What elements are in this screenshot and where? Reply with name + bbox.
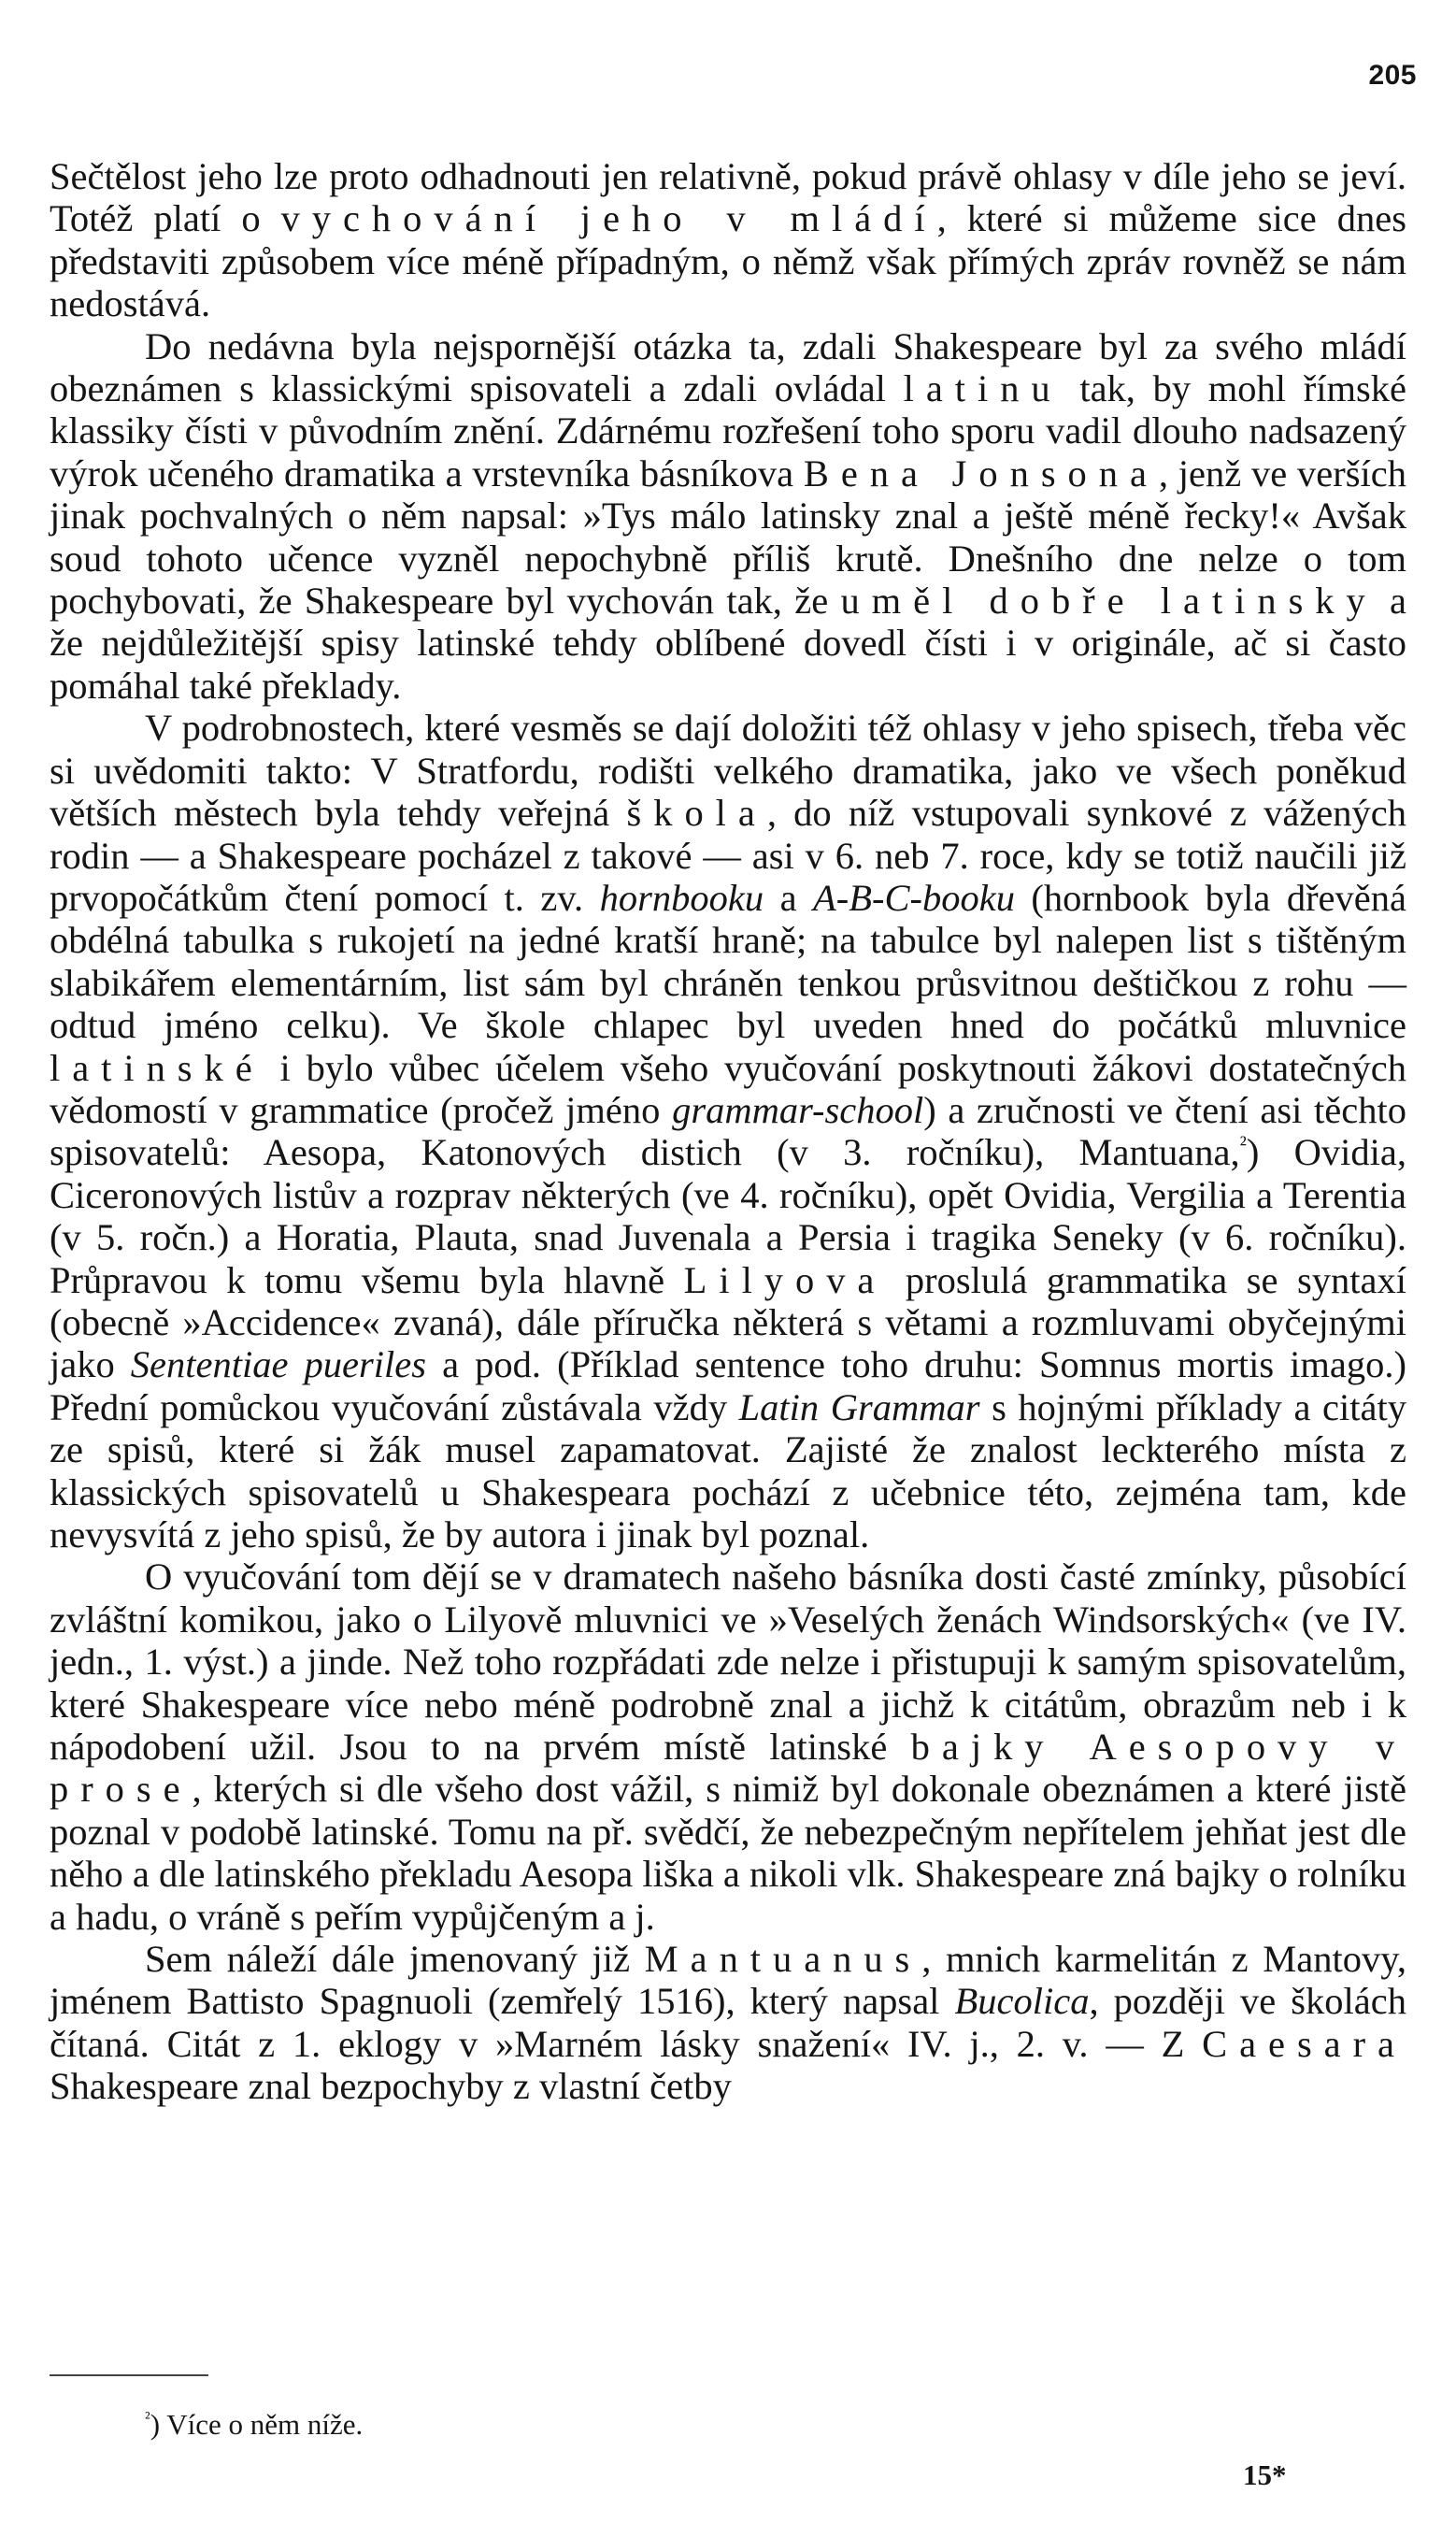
text-run: O vyučování tom dějí se v dramatech našeho básníka dosti časté zmínky, působící zvláštní komikou, jako o Lilyově mluvnici ve »Veselých ženách Windsorských« (ve IV. jedn., 1. výst.) a jinde. Než toho rozpřádati zde nelze i přistupuji k samým spisovatelům, které Shakespeare více nebo méně podrobně znal a jichž k citátům, obrazům neb i k nápodobení užil. Jsou to na prvém místě latinské <box>50 1555 1406 1769</box>
italic-title: grammar-school <box>672 1088 924 1131</box>
text-run: s hojnými příklady a citáty ze spisů, které si žák musel zapamatovat. Zajisté že znalost leckterého místa z klassických spisovatelů u Shakespeara pochází z učebnice této, zejména tam, kde nevysvítá z jeho spisů, že by autora i jinak byl poznal. <box>50 1385 1406 1555</box>
italic-title: A-B-C-booku <box>813 876 1015 919</box>
italic-title: Latin Grammar <box>738 1385 980 1428</box>
text-run: V podrobnostech, které vesměs se dají doložiti též ohlasy v jeho spisech, třeba věc si uvědomiti takto: V Stratfordu, rodišti velkého dramatika, jako ve všech poněkud větších městech byla tehdy veřejná <box>50 707 1406 835</box>
italic-title: hornbooku <box>599 876 764 919</box>
paragraph <box>50 1938 1406 2108</box>
text-run: Shakespeare znal bezpochyby z vlastní četby <box>50 2065 732 2108</box>
spaced-emphasis: Mantuanus <box>644 1938 922 1981</box>
footnote-divider <box>50 2374 208 2376</box>
paragraph <box>50 1555 1406 1938</box>
spaced-emphasis: latinské <box>50 1046 264 1089</box>
text-run: (hornbook byla dřevěná obdélná tabulka s rukojetí na jedné kratší hraně; na tabulce byl nalepen list s tištěným slabikářem elementárním, list sám byl chráněn tenkou průsvitnou deštičkou z rohu — odtud jméno celku). Ve škole chlapec byl uveden hned do počátků mluvnice <box>50 876 1406 1047</box>
text-run: ) a zručnosti ve čtení asi těchto spisovatelů: Aesopa, Katonových distich (v 3. ročníku), Mantuana, <box>50 1088 1406 1174</box>
spaced-emphasis: latinu <box>903 367 1063 410</box>
text-run: , jenž ve verších jinak pochvalných o něm napsal: »Tys málo latinsky znal a ještě méně řecky!« Avšak soud tohoto učence vyzněl nepochybně příliš krutě. Dnešního dne nelze o tom pochybovati, že Shakespeare byl vychován tak, že <box>50 452 1406 623</box>
page-number: 205 <box>1368 60 1417 91</box>
text-run: , kterých si dle všeho dost vážil, s nimiž byl dokonale obeznámen a které jistě poznal v podobě latinské. Tomu na př. svědčí, že nebezpečným nepřítelem jehňat jest dle něho a dle latinského překladu Aesopa liška a nikoli vlk. Shakespeare zná bajky o rolníku a hadu, o vráně s peřím vypůjčeným a j. <box>50 1768 1406 1938</box>
text-run: a pod. (Příklad sentence toho druhu: Somnus mortis imago.) Přední pomůckou vyučování zůstávala vždy <box>50 1343 1406 1428</box>
italic-title: Bucolica <box>954 1980 1090 2023</box>
footnote <box>145 2408 363 2442</box>
printer-signature: 15* <box>1243 2458 1287 2491</box>
text-run: ) Ovidia, Ciceronových listův a rozprav některých (ve 4. ročníku), opět Ovidia, Vergilia a Terentia (v 5. ročn.) a Horatia, Plauta, snad Juvenala a Persia i tragika Seneky (v 6. ročníku). Průpravou k tomu všemu byla hlavně <box>50 1131 1406 1301</box>
paragraph <box>50 707 1406 1555</box>
text-run: , mnich karmelitán z Mantovy, jménem Battisto Spagnuoli (zemřelý 1516), který napsal <box>50 1938 1406 2023</box>
spaced-emphasis: škola <box>626 792 767 835</box>
paragraph <box>50 325 1406 708</box>
spaced-emphasis: Bena Jonsona <box>803 452 1159 494</box>
text-run: tak, by mohl římské klassiky čísti v původním znění. Zdárnému rozřešení toho sporu vadil dlouho nadsazený výrok učeného dramatika a vrstevníka básníkova <box>50 367 1406 494</box>
text-run: , do níž vstupovali synkové z vážených rodin — a Shakespeare pocházel z takové — asi v 6. neb 7. roce, kdy se totiž naučili již prvopočátkům čtení pomocí t. zv. <box>50 792 1406 919</box>
text-run: Sečtělost jeho lze proto odhadnouti jen relativně, pokud právě ohlasy v díle jeho se jeví. Totéž platí o <box>50 155 1406 240</box>
text-run: a <box>764 876 814 919</box>
text-run: Sem náleží dále jmenovaný již <box>145 1938 645 1981</box>
italic-title: Sententiae pueriles <box>130 1343 427 1386</box>
footnote-text: ) Více o něm níže. <box>150 2408 364 2441</box>
text-run: , které si můžeme sice dnes představiti způsobem více méně případným, o němž však přímých zpráv rovněž se nám nedostává. <box>50 197 1406 325</box>
footnote-reference: ² <box>1239 1132 1247 1157</box>
spaced-emphasis: vychování jeho v mládí <box>280 197 937 240</box>
text-run: proslulá grammatika se syntaxí (obecně »Accidence« zvaná), dále příručka některá s větami a rozmluvami obyčejnými jako <box>50 1258 1406 1386</box>
text-run: i bylo vůbec účelem všeho vyučování poskytnouti žákovi dostatečných vědomostí v grammatice (pročež jméno <box>50 1046 1406 1131</box>
text-run: a že nejdůležitější spisy latinské tehdy oblíbené dovedl čísti i v originále, ač si často pomáhal také překlady. <box>50 580 1406 707</box>
spaced-emphasis: bajky Aesopovy v prose <box>50 1726 1406 1811</box>
text-run: Do nedávna byla nejspornější otázka ta, zdali Shakespeare byl za svého mládí obeznámen s klassickými spisovateli a zdali ovládal <box>50 324 1406 410</box>
footnote-marker: ² <box>145 2408 150 2429</box>
paragraph <box>50 155 1406 325</box>
spaced-emphasis: uměl dobře latinsky <box>840 580 1377 623</box>
spaced-emphasis: Lilyova <box>683 1258 887 1301</box>
spaced-emphasis: Caesara <box>1202 2022 1406 2065</box>
text-run: , později ve školách čítaná. Citát z 1. eklogy v »Marném lásky snažení« IV. j., 2. v. — Z <box>50 1980 1406 2065</box>
body-text <box>50 155 1406 2108</box>
